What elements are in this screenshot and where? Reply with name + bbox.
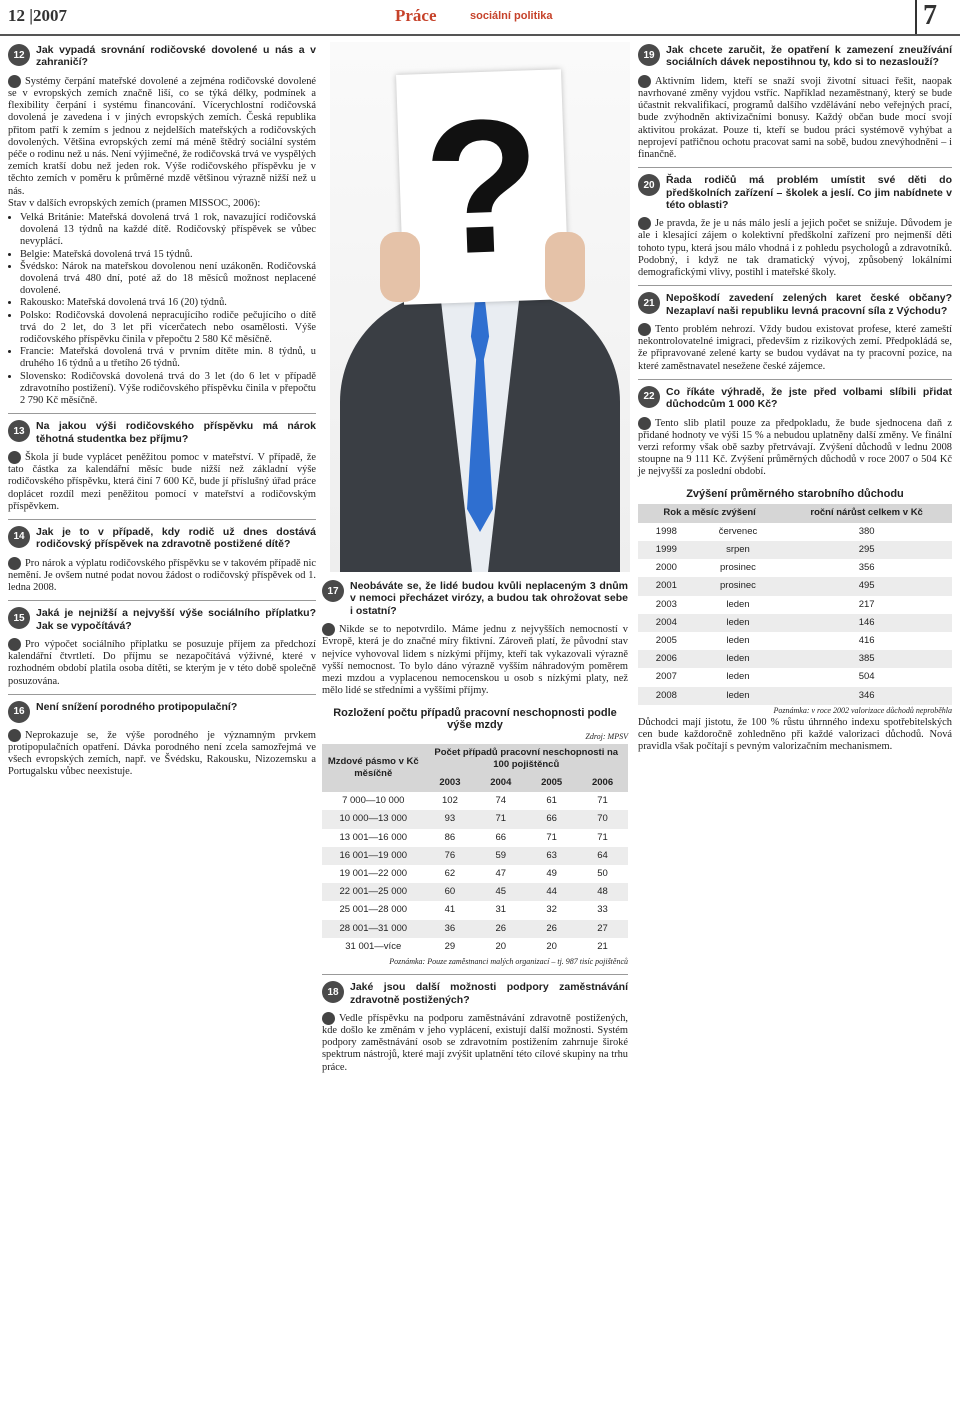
table-cell: 16 001—19 000 (322, 847, 425, 865)
table-cell: 45 (475, 883, 526, 901)
table-cell: 31 001—více (345, 940, 402, 952)
table-cell: 495 (781, 577, 952, 595)
table-row (638, 668, 952, 686)
table-cell: 2000 (655, 562, 677, 574)
table-cell: leden (695, 687, 782, 705)
middle-column (322, 580, 628, 1074)
table-cell: 62 (444, 867, 456, 879)
table-cell: 36 (425, 920, 476, 938)
table-cell: 50 (597, 867, 608, 879)
table-row (322, 829, 628, 847)
answer-17: Nikde se to nepotvrdilo. Máme jednu z nejvyšších nemocností v Evropě, která je do značné míry fiktivní. Zároveň platí, že původní stav nejvíce vyhovoval lidem s nízkými příjmy, kteří tak vykazovali výrazně vyšší nemocnost. To bylo dáno výrazně vyšším náhradovým poměrem mezi mzdou a vyplacenou nemocenskou u osob s nízkými platy, než mělo lidé se středními a vyššími příjmy. (322, 624, 628, 697)
table-cell: 66 (495, 831, 507, 843)
sick-leave-table: Mzdové pásmo v Kč měsíčně Počet případů pracovní neschopnosti na 100 pojištěnců 2003 2004 2005 2006 7 000—10 000 102 74 61 71 10 000—13 000 93 71 66 70 13 001—16 000 86 66 71 71 16 001—19 000 76 59 63 64 19 001—22 000 62 47 49 50 22 001—25 000 60 45 44 48 25 001—28 000 41 31 32 33 28 001—31 000 36 26 26 27 31 001—více 29 20 20 21 (322, 744, 628, 956)
table-cell: 217 (858, 598, 875, 610)
table-1-note: Poznámka: Pouze zaměstnanci malých organizací – tj. 987 tisíc pojištěnců (389, 956, 628, 966)
answer-14: Pro nárok a výplatu rodičovského příspěvku se v takovém případě nic nemění. Je ovšem nutné podat novou žádost o rodičovský příspěvek od 1. ledna 2008. (8, 557, 316, 594)
table-cell: 47 (495, 867, 507, 879)
table-cell: 71 (597, 795, 608, 807)
answer-15: Pro výpočet sociálního příplatku se posuzuje příjem za předchozí kalendářní čtvrtletí. Do příjmu se nezapočítává výživné, které v rozhodném období platila osoba dítěti, se kterým je v této době společně posuzována. (8, 638, 316, 687)
answer-22: Tento slib platil pouze za předpokladu, že bude sjednocena daň z přidané hodnoty ve výši 15 % a nebudou uplatněny další změny. Ve finální verzi reformy však obě sazby přetrvávají. Zvýšení důchodů v lednu 2008 stoupne na 9 111 Kč. Zvýšení průměrných důchodů v roce 2007 o 504 Kč je nejvyšší za poslední období. (638, 417, 952, 478)
list-item: • Francie: Mateřská dovolená trvá v prvním dítěte min. 8 týdnů, u druhého 16 týdnů a u třetího 26 týdnů. (20, 346, 316, 370)
table-cell: 295 (781, 541, 952, 559)
table-1-source: Zdroj: MPSV (585, 732, 628, 742)
table-cell: 146 (781, 614, 952, 632)
table-2-after-text: Důchodci mají jistotu, že 100 % růstu úhrnného indexu spotřebitelských cen bude každoročně zohledněno při každé valorizaci důchodů. Nová pravidla však počítají s pevným valorizačním mechanismem. (638, 716, 952, 753)
table-cell: 20 (495, 940, 507, 952)
table-cell: 356 (858, 562, 875, 574)
table-row (322, 847, 628, 865)
table-cell: 70 (577, 810, 628, 828)
table-cell: 26 (475, 920, 526, 938)
table-cell: 93 (425, 810, 476, 828)
table-cell: leden (726, 598, 750, 610)
table-cell: 2006 (638, 650, 695, 668)
man-with-question-card-photo (330, 42, 630, 572)
list-item: • Slovensko: Rodičovská dovolená trvá do 3 let (do 6 let v případě zdravotního postižení). Výše rodičovského příspěvku činila v přepočtu 2 790 Kč měsíčně. (20, 371, 316, 408)
answer-19: Aktivním lidem, kteří se snaží svoji životní situaci řešit, naopak navrhované změny vyjdou vstříc. Například nezaměstnaný, který se bude účastnit rekvalifikací, programů dalšího vzdělávání nebo veřejných prací, bude zvýhodněn aktivizačními bonusy. Každý občan bude mocí svojí aktivitou prokázat. Pouze ti, kteří se budou práci systémově vyhýbat a neprojeví patřičnou ochotu pracovat sami na sobě, budou znevýhodněni – i finančně. (638, 75, 952, 160)
table-cell: 71 (546, 831, 557, 843)
table-cell: 19 001—22 000 (339, 867, 408, 879)
question-number-12: 12 (8, 44, 30, 66)
table-row (638, 614, 952, 632)
question-14: 14 Jak je to v případě, kdy rodič už dnes dostává rodičovský příspěvek na zdravotně postižené dítě? (8, 526, 316, 551)
table-cell: 48 (577, 883, 628, 901)
table-cell: 2008 (638, 687, 695, 705)
table-cell: 66 (526, 810, 577, 828)
table-cell: 2005 (655, 634, 677, 646)
table-cell: 2004 (638, 614, 695, 632)
table-cell: 1999 (638, 541, 695, 559)
table-cell: 63 (526, 847, 577, 865)
table-cell: 32 (546, 904, 557, 916)
table-row (322, 901, 628, 919)
answer-13: Škola jí bude vyplácet peněžitou pomoc v mateřství. V případě, že tato částka za kalendářní měsíc bude nižší než základní výše rodičovského příspěvku, která činí 7 600 Kč, bude jí příslušný úřad práce doplácet rozdíl mezi peněžitou pomocí v mateřství a rodičovským příspěvkem. (8, 451, 316, 512)
table-2-title: Zvýšení průměrného starobního důchodu (686, 488, 904, 501)
table-row (322, 938, 628, 956)
country-list (8, 212, 316, 407)
brand-title: Práce (395, 6, 437, 25)
table-cell: 27 (577, 920, 628, 938)
question-21: 21 Nepoškodí zavedení zelených karet české občany? Nezaplaví naši republiku levná pracovní síla z Východu? (638, 292, 952, 317)
table-cell: leden (695, 650, 782, 668)
answer-icon (8, 75, 21, 88)
table-row (322, 883, 628, 901)
table-cell: srpen (695, 541, 782, 559)
table-cell: 2003 (655, 598, 677, 610)
pension-table: Rok a měsíc zvýšení roční nárůst celkem v Kč 1998 červenec 380 1999 srpen 295 2000 prosinec 356 2001 prosinec 495 2003 leden 217 2004 leden 146 2005 leden 416 2006 leden 385 2007 leden 504 2008 leden 346 (638, 504, 952, 704)
table-cell: 10 000—13 000 (322, 810, 425, 828)
answer-16: Neprokazuje se, že výše porodného je významným prvkem protipopulačních opatření. Dávka porodného není zcela samozřejmá ve všech evropských zemích, např. ve Švédsku, Rakousku, Nizozemsku a Portugalsku vůbec neexistuje. (8, 729, 316, 778)
table-cell: 61 (546, 795, 557, 807)
question-18: 18 Jaké jsou další možnosti podpory zaměstnávání zdravotně postižených? (322, 981, 628, 1006)
table-row (638, 650, 952, 668)
right-column (638, 44, 952, 754)
table-cell: 25 001—28 000 (339, 904, 408, 916)
table-cell: 71 (597, 831, 608, 843)
table-cell: 385 (781, 650, 952, 668)
table-cell: 60 (425, 883, 476, 901)
answer-21: Tento problém nehrozí. Vždy budou existovat profese, které zameští nekontrolovatelné imigraci, především z rizikových zemí. Předpokládá se, že připravované zelené karty se budou vydávat na ty pracovní pozice, na které zaměstnavatel nesežene české zájemce. (638, 323, 952, 372)
table-cell: 7 000—10 000 (342, 795, 405, 807)
answer-12: Systémy čerpání mateřské dovolené a zejména rodičovské dovolené se v evropských zemích značně liší, co se týká délky, podmínek a flexibility čerpání i systému financování. Vícerychlostní rodičovská dovolená je zavedena i v jiných evropských zemích. Česká republika přitom patří k zemím s jednou z nejdelších mateřských a rodičovských dovolených. Většina evropských zemí má méně štědrý sociální systém péče o rodinu než u nás. Není výjimečné, že rodičovská trvá ve vyspělých zemích kratší dobu než jeden rok. Výše rodičovského příspěvku je v těchto zemích v poměru k průměrné mzdě většinou výrazně nižší než u nás. (8, 75, 316, 197)
table-cell: leden (726, 634, 750, 646)
table-cell: 71 (475, 810, 526, 828)
list-item: • Velká Británie: Mateřská dovolená trvá 1 rok, navazující rodičovská dovolená 13 týdnů na každé dítě. Rodičovský příspěvek se vůbec nevyplácí. (20, 212, 316, 249)
table-row (322, 792, 628, 810)
table-cell: 28 001—31 000 (322, 920, 425, 938)
table-cell: 22 001—25 000 (322, 883, 425, 901)
table-cell: 49 (546, 867, 557, 879)
list-item: • Belgie: Mateřská dovolená trvá 15 týdnů. (20, 249, 316, 261)
table-cell: 20 (546, 940, 557, 952)
brand-subtitle: sociální politika (470, 10, 553, 22)
table-cell: 2007 (655, 671, 677, 683)
table-cell: 416 (858, 634, 875, 646)
table-row (638, 523, 952, 541)
question-15: 15 Jaká je nejnižší a nejvyšší výše sociálního příplatku? Jak se vypočítává? (8, 607, 316, 632)
table-cell: 29 (444, 940, 456, 952)
list-item: • Švédsko: Nárok na mateřskou dovolenou není uzákoněn. Rodičovská dovolená trvá 480 dní, poté až do 18 měsíců možnost neplacené dovolené. (20, 261, 316, 298)
table-cell: 102 (442, 795, 458, 807)
question-12: 12 Jak vypadá srovnání rodičovské dovolené u nás a v zahraničí? (8, 44, 316, 69)
issue-label: 12 |2007 (8, 6, 67, 25)
answer-20: Je pravda, že je u nás málo jeslí a jejich počet se snižuje. Důvodem je ale i klesající zájem o kolektivní předškolní zařízení pro nejmenší děti tohoto typu, která jsou málo vhodná i z pohledu psychologů a zdravotníků. Podobný, i když ne tak dramatický vývoj, způsobený lokálními demografickými vlivy, postihl i mateřské školy. (638, 218, 952, 279)
table-cell: leden (726, 671, 750, 683)
question-card: ? (396, 69, 569, 305)
question-13: 13 Na jakou výši rodičovského příspěvku má nárok těhotná studentka bez příjmu? (8, 420, 316, 445)
table-row (638, 559, 952, 577)
table-cell: červenec (718, 525, 758, 537)
table-row (638, 541, 952, 559)
question-16: 16 Není snížení porodného protipopulační? (8, 701, 316, 723)
table-cell: 33 (597, 904, 608, 916)
table-row (638, 577, 952, 595)
table-row (638, 596, 952, 614)
table-cell: 41 (444, 904, 456, 916)
table-cell: 74 (495, 795, 507, 807)
table-cell: prosinec (720, 562, 756, 574)
table-2-note: Poznámka: v roce 2002 valorizace důchodů neproběhla (773, 705, 952, 715)
table-cell: 504 (858, 671, 875, 683)
table-cell: 64 (577, 847, 628, 865)
table-cell: prosinec (695, 577, 782, 595)
page-number: 7 (915, 0, 937, 34)
table-cell: leden (695, 614, 782, 632)
table-cell: 13 001—16 000 (339, 831, 408, 843)
table-row (322, 810, 628, 828)
question-19: 19 Jak chcete zaručit, že opatření k zamezení zneužívání sociálních dávek nepostihnou ty, kdo si to nezaslouží? (638, 44, 952, 69)
table-row (322, 865, 628, 883)
table-cell: 86 (444, 831, 456, 843)
table-cell: 346 (781, 687, 952, 705)
table-cell: 76 (425, 847, 476, 865)
table-cell: 31 (495, 904, 507, 916)
table-row (638, 687, 952, 705)
list-item: • Rakousko: Mateřská dovolená trvá 16 (20) týdnů. (20, 297, 316, 309)
table-row (638, 632, 952, 650)
table-cell: 2001 (638, 577, 695, 595)
left-column (8, 44, 316, 778)
table-cell: 44 (526, 883, 577, 901)
table-cell: 1998 (655, 525, 677, 537)
page-header (0, 0, 960, 36)
answer-18: Vedle příspěvku na podporu zaměstnávání zdravotně postižených, kde došlo ke změnám v jeho vyplácení, existují další možnosti. Systém podpory zaměstnávání osob se zdravotním postižením zahrnuje široké spektrum nástrojů, které mají zvýšit uplatnění této cílové skupiny na trhu práce. (322, 1012, 628, 1073)
question-20: 20 Řada rodičů má problém umístit své děti do předškolních zařízení – školek a jeslí. Co jim nabídnete v této oblasti? (638, 174, 952, 211)
table-cell: 380 (858, 525, 875, 537)
table-cell: 21 (597, 940, 608, 952)
table-1-title: Rozložení počtu případů pracovní neschopnosti podle výše mzdy (333, 707, 617, 732)
answer-12-intro: Stav v dalších evropských zemích (pramen MISSOC, 2006): (8, 197, 261, 209)
question-22: 22 Co říkáte výhradě, že jste před volbami slíbili přidat důchodcům 1 000 Kč? (638, 386, 952, 411)
question-17: 17 Neobáváte se, že lidé budou kvůli neplaceným 3 dnům v nemoci přecházet virózy, a budou tak ohrožovat sebe i ostatní? (322, 580, 628, 617)
table-cell: 59 (475, 847, 526, 865)
table-row (322, 920, 628, 938)
table-cell: 26 (526, 920, 577, 938)
list-item: • Polsko: Rodičovská dovolená nepracujícího rodiče pečujícího o dítě trvá do 2 let, do 3 let při vícerčatech nebo osamělosti. Výše rodičovského příspěvku činila v přepočtu 2 580 Kč měsíčně. (20, 310, 316, 347)
